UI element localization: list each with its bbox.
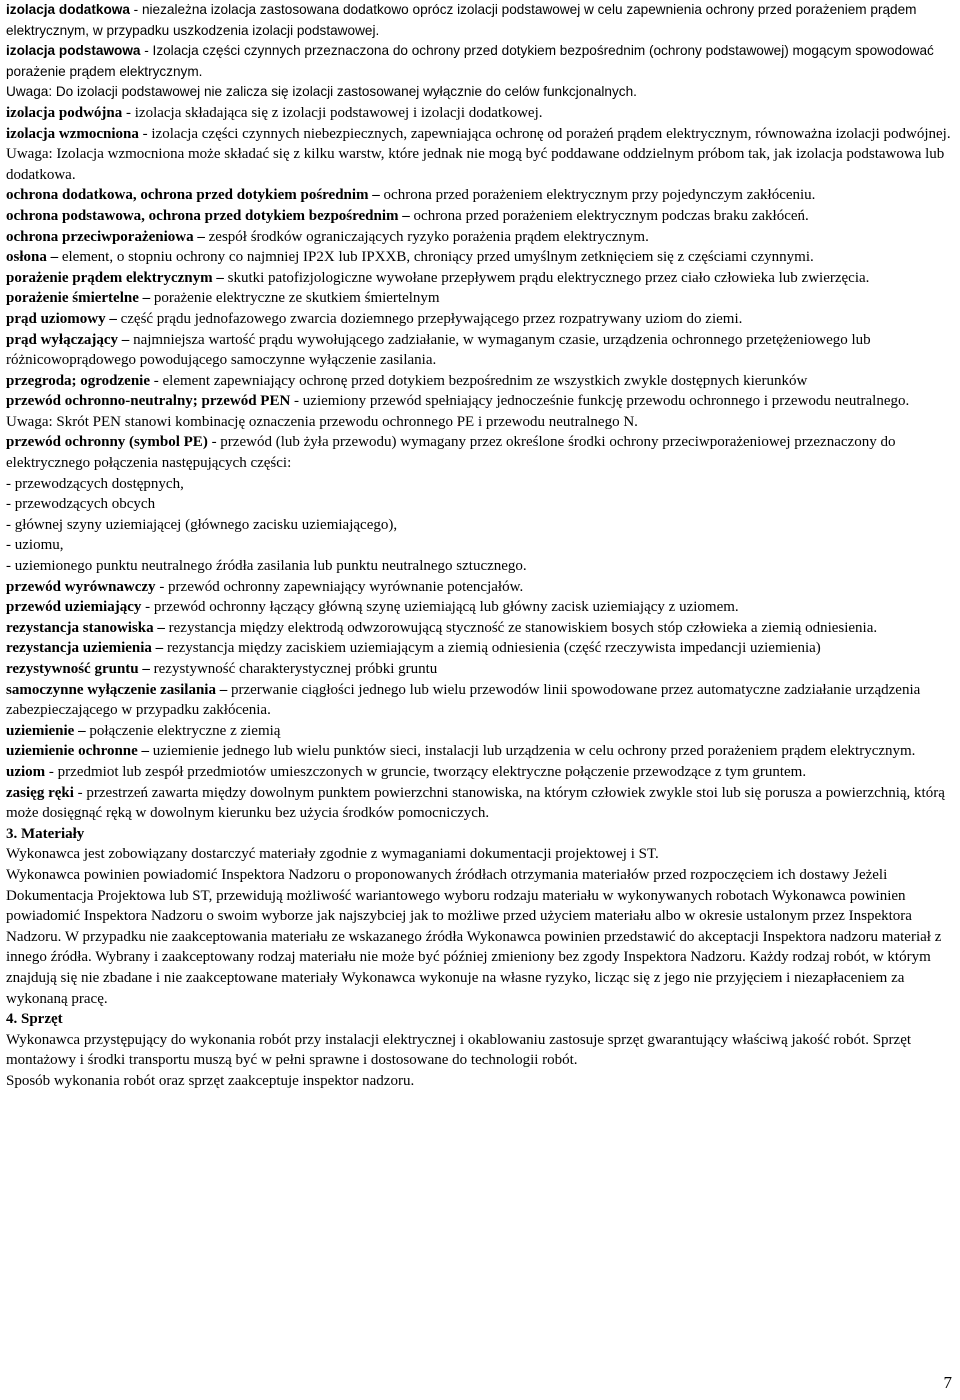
definition-paragraph xyxy=(6,618,956,639)
definition-paragraph xyxy=(6,515,956,536)
definition-term: przewód ochronny (symbol PE) xyxy=(6,434,208,451)
definition-text: - izolacja części czynnych niebezpiecznych, zapewniająca ochronę od porażeń prądem elektrycznym, równoważna izolacji podwójnej. xyxy=(138,125,951,142)
definition-text: zespół środków ograniczających ryzyko porażenia prądem elektrycznym. xyxy=(204,228,649,245)
definition-term: przegroda; ogrodzenie xyxy=(6,372,151,389)
definition-term: przewód uziemiający xyxy=(6,599,142,616)
definition-text: - przewód ochronny łączący główną szynę uziemiającą lub główny zacisk uziemiający z uziomem. xyxy=(141,599,739,616)
definition-text: - przewodzących obcych xyxy=(6,496,156,513)
definition-term: przewód wyrównawczy xyxy=(6,578,156,595)
definition-term: ochrona przeciwporażeniowa – xyxy=(6,228,205,245)
definition-text: uziemienie jednego lub wielu punktów sieci, instalacji lub urządzenia w celu ochrony przed porażeniem prądem elektrycznym. xyxy=(149,743,916,760)
definition-text: część prądu jednofazowego zwarcia doziemnego przepływającego przez rozpatrywany uziom do ziemi. xyxy=(116,310,743,327)
definition-term: izolacja podwójna xyxy=(6,104,123,121)
definition-text: Wykonawca jest zobowiązany dostarczyć materiały zgodnie z wymaganiami dokumentacji projektowej i ST. xyxy=(6,846,659,863)
definition-paragraph xyxy=(6,144,956,185)
definition-term: rezystancja stanowiska – xyxy=(6,619,165,636)
definition-paragraph xyxy=(6,741,956,762)
definition-paragraph xyxy=(6,1071,956,1092)
definition-text: - przewód (lub żyła przewodu) wymagany przez określone środki ochrony przeciwporażeniowej przeznaczony do elektrycznego połączenia następujących części: xyxy=(6,434,896,472)
definition-term: rezystywność gruntu – xyxy=(6,661,150,677)
definition-term: samoczynne wyłączenie zasilania – xyxy=(6,681,228,698)
definition-text: - przewód ochronny zapewniający wyrównanie potencjałów. xyxy=(155,578,524,595)
definition-text: ochrona przed porażeniem elektrycznym przy pojedynczym zakłóceniu. xyxy=(379,187,816,204)
definition-text: - izolacja składająca się z izolacji podstawowej i izolacji dodatkowej. xyxy=(122,104,543,121)
definition-term: prąd uziomowy – xyxy=(6,310,117,327)
definition-paragraph xyxy=(6,412,956,433)
definition-text: Wykonawca powinien powiadomić Inspektora Nadzoru o proponowanych źródłach otrzymania materiałów przed rozpoczęciem ich dostawy Jeżeli Dokumentacja Projektowa lub ST, przewidują możliwość wariantowego wyboru rodzaju materiału w wykonywanych robotach Wykonawca powinien powiadomić Inspektora Nadzoru o swoim wyborze jak najszybciej jak to możliwe przed użyciem materiału albo w okresie ustalonym przez Inspektora Nadzoru. W przypadku nie zaakceptowania materiału ze wskazanego źródła Wykonawca powinien przedstawić do akceptacji Inspektora nadzoru materiał z innego źródła. Wybrany i zaakceptowany rodzaj materiału nie może być później zmieniony bez zgody Inspektora Nadzoru. Każdy rodzaj robót, w którym znajdują się nie zbadane i nie zaakceptowane materiały Wykonawca wykonuje na własne ryzyko, licząc się z jego nie przyjęciem i niezapłaceniem za wykonaną pracę. xyxy=(6,866,942,1007)
definition-paragraph xyxy=(6,865,956,1009)
definition-term: uziemienie ochronne – xyxy=(6,743,150,760)
definition-paragraph xyxy=(6,556,956,577)
definition-term: porażenie śmiertelne – xyxy=(6,290,151,307)
definition-paragraph xyxy=(6,1030,956,1071)
definition-term: przewód ochronno-neutralny; przewód PEN xyxy=(6,393,291,410)
definition-text: porażenie elektryczne ze skutkiem śmiertelnym xyxy=(150,290,440,307)
definition-term: uziemienie – xyxy=(6,722,86,739)
definition-paragraph xyxy=(6,371,956,392)
definition-text: element, o stopniu ochrony co najmniej IP2X lub IPXXB, chroniący przed umyślnym zetknięciem się z częściami czynnymi. xyxy=(58,249,814,266)
definition-paragraph xyxy=(6,577,956,598)
definition-paragraph xyxy=(6,432,956,473)
definition-text: Uwaga: Izolacja wzmocniona może składać się z kilku warstw, które jednak nie mogą być poddawane oddzielnym próbom tak, jak izolacja podstawowa lub dodatkowa. xyxy=(6,146,945,183)
definition-paragraph xyxy=(6,82,956,103)
definition-text: ochrona przed porażeniem elektrycznym podczas braku zakłóceń. xyxy=(409,207,809,224)
definition-term: ochrona podstawowa, ochrona przed dotykiem bezpośrednim – xyxy=(6,207,410,224)
definition-text: skutki patofizjologiczne wywołane przepływem prądu elektrycznego przez ciało człowieka lub zwierzęcia. xyxy=(223,269,870,286)
definition-text: połączenie elektryczne z ziemią xyxy=(85,722,281,739)
definition-text: - przestrzeń zawarta między dowolnym punktem powierzchni stanowiska, na którym człowiek zwykle stoi lub się porusza a powierzchnią, którą może dosięgnąć ręką w dowolnym kierunku bez użycia środków pomocniczych. xyxy=(6,784,945,822)
definition-term: rezystancja uziemienia – xyxy=(6,640,164,657)
definition-text: Uwaga: Skrót PEN stanowi kombinację oznaczenia przewodu ochronnego PE i przewodu neutralnego N. xyxy=(6,413,638,430)
definition-paragraph xyxy=(6,288,956,309)
definition-paragraph xyxy=(6,844,956,865)
definition-paragraph xyxy=(6,494,956,515)
page-number: 7 xyxy=(943,1373,952,1392)
definition-paragraph xyxy=(6,330,956,371)
definition-text: przerwanie ciągłości jednego lub wielu przewodów linii spowodowane przez automatyczne zadziałanie urządzenia zabezpieczającego w przypadku zakłócenia. xyxy=(6,681,921,719)
definition-term: osłona – xyxy=(6,249,59,266)
definition-text: rezystancja między zaciskiem uziemiającym a ziemią odniesienia (część rzeczywista impedancji uziemienia) xyxy=(163,640,821,657)
definition-text: Sposób wykonania robót oraz sprzęt zaakceptuje inspektor nadzoru. xyxy=(6,1072,415,1089)
definition-text: - głównej szyny uziemiającej (głównego zacisku uziemiającego), xyxy=(6,516,398,533)
definition-term: izolacja podstawowa xyxy=(6,43,141,59)
definition-text: - uziemionego punktu neutralnego źródła zasilania lub punktu neutralnego sztucznego. xyxy=(6,558,527,575)
document-body xyxy=(6,0,956,1091)
definition-paragraph xyxy=(6,268,956,289)
definition-paragraph xyxy=(6,103,956,124)
definition-paragraph xyxy=(6,659,956,680)
definition-paragraph xyxy=(6,309,956,330)
definition-term: uziom xyxy=(6,763,46,780)
definition-paragraph xyxy=(6,783,956,824)
definition-text: - Izolacja części czynnych przeznaczona do ochrony przed dotykiem bezpośrednim (ochrony podstawowej) mogącym spowodować porażenie prądem elektrycznym. xyxy=(6,43,934,79)
definition-paragraph xyxy=(6,638,956,659)
definition-paragraph xyxy=(6,124,956,145)
definition-paragraph xyxy=(6,227,956,248)
definition-text: - niezależna izolacja zastosowana dodatkowo oprócz izolacji podstawowej w celu zapewnienia ochrony przed porażeniem prądem elektrycznym, w przypadku uszkodzenia izolacji podstawowej. xyxy=(6,2,917,38)
definition-term: prąd wyłączający – xyxy=(6,331,130,348)
section-heading: 3. Materiały xyxy=(6,825,85,842)
definition-paragraph xyxy=(6,597,956,618)
definition-text: - uziemiony przewód spełniający jednocześnie funkcję przewodu ochronnego i przewodu neutralnego. xyxy=(290,393,910,410)
definition-text: - element zapewniający ochronę przed dotykiem bezpośrednim ze wszystkich zwykle dostępnych kierunków xyxy=(150,372,808,389)
definition-paragraph xyxy=(6,535,956,556)
definition-text: rezystywność charakterystycznej próbki gruntu xyxy=(149,661,438,677)
definition-text: rezystancja między elektrodą odwzorowującą styczność ze stanowiskiem bosych stóp człowieka a ziemią odniesienia. xyxy=(164,619,878,636)
section-heading: 4. Sprzęt xyxy=(6,1011,63,1028)
definition-text: Wykonawca przystępujący do wykonania robót przy instalacji elektrycznej i okablowaniu zastosuje sprzęt gwarantujący właściwą jakość robót. Sprzęt montażowy i środki transportu muszą być w pełni sprawne i dostosowane do technologii robót. xyxy=(6,1031,912,1069)
definition-term: porażenie prądem elektrycznym – xyxy=(6,269,224,286)
definition-paragraph xyxy=(6,391,956,412)
definition-paragraph xyxy=(6,0,956,41)
definition-paragraph xyxy=(6,721,956,742)
definition-term: izolacja dodatkowa xyxy=(6,2,130,17)
definition-text: - uziomu, xyxy=(6,537,64,554)
definition-term: zasięg ręki xyxy=(6,784,74,801)
definition-paragraph xyxy=(6,185,956,206)
definition-text: - przewodzących dostępnych, xyxy=(6,475,184,492)
definition-text: - przedmiot lub zespół przedmiotów umieszczonych w gruncie, tworzący elektryczne połączenie przewodzące z tym gruntem. xyxy=(45,763,807,780)
definition-paragraph xyxy=(6,206,956,227)
definition-paragraph xyxy=(6,474,956,495)
definition-text: najmniejsza wartość prądu wywołującego zadziałanie, w wymaganym czasie, urządzenia ochronnego przetężeniowego lub różnicowoprądowego powodującego samoczynne wyłączenie zasilania. xyxy=(6,331,871,369)
definition-paragraph xyxy=(6,680,956,721)
definition-term: izolacja wzmocniona xyxy=(6,125,139,142)
definition-text: Uwaga: Do izolacji podstawowej nie zalicza się izolacji zastosowanej wyłącznie do celów funkcjonalnych. xyxy=(6,84,637,100)
definition-paragraph xyxy=(6,762,956,783)
definition-paragraph xyxy=(6,247,956,268)
definition-term: ochrona dodatkowa, ochrona przed dotykiem pośrednim – xyxy=(6,187,380,204)
definition-paragraph xyxy=(6,41,956,82)
